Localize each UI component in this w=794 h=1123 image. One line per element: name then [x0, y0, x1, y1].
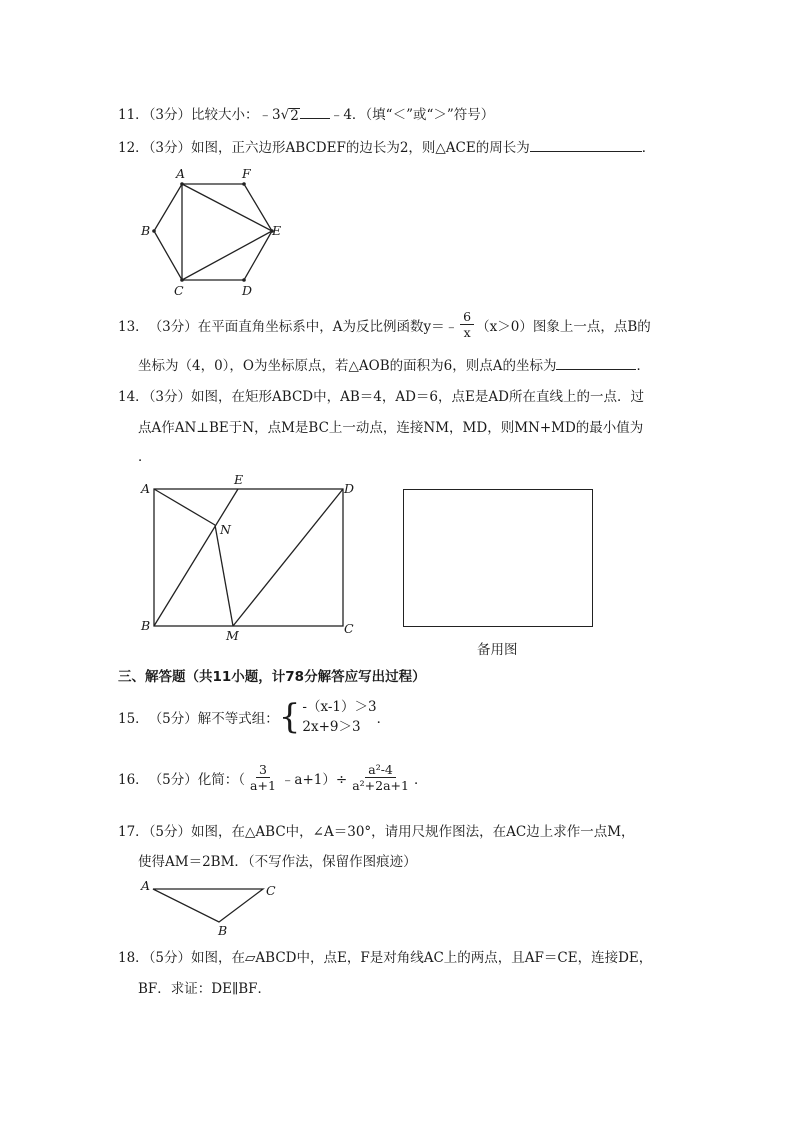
hexagon-figure — [138, 164, 288, 299]
spare-rectangle — [403, 489, 593, 627]
question-12 — [118, 136, 655, 156]
q11-score: （3分） — [148, 107, 192, 123]
q14-line2: 点A作AN⊥BE于N，点M是BC上一动点，连接NM，MD，则MN+MD的最小值为 — [138, 420, 644, 436]
answer-blank-13[interactable] — [556, 357, 636, 370]
q16-mid: ﹣a+1）÷ — [280, 771, 348, 788]
triangle-figure — [135, 876, 285, 938]
question-18-line2 — [138, 977, 271, 997]
tri-label-c: C — [266, 883, 276, 898]
hex-label-c: C — [174, 283, 184, 298]
question-14 — [118, 385, 644, 405]
segment-be — [154, 489, 238, 626]
q13-text1: 在平面直角坐标系中，A为反比例函数y＝﹣ — [197, 318, 459, 335]
q17-line2: 使得AM＝2BM．（不写作法，保留作图痕迹） — [138, 854, 417, 870]
section-3-heading: 三、解答题（共11小题，计78分解答应写出过程） — [118, 669, 426, 685]
q15-row2: 2x+9＞3 — [302, 719, 361, 735]
q18-line1: 如图，在▱ABCD中，点E，F是对角线AC上的两点，且AF＝CE，连接DE， — [191, 950, 653, 966]
segment-nm — [215, 525, 233, 626]
q14-score: （3分） — [148, 389, 192, 405]
q15-number: 15． — [118, 711, 149, 727]
q12-score: （3分） — [148, 140, 192, 156]
triangle-ace — [182, 184, 272, 280]
q12-end: ． — [641, 140, 656, 156]
hex-label-d: D — [242, 283, 253, 298]
q13-frac-num: 6 — [460, 309, 474, 325]
q14-number: 14． — [118, 389, 149, 405]
rect-label-e: E — [234, 472, 244, 487]
tri-label-a: A — [141, 878, 151, 893]
rect-label-c: C — [344, 621, 354, 636]
hex-label-f: F — [242, 166, 251, 181]
q15-text: 解不等式组： — [197, 711, 279, 727]
q18-line2: BF．求证：DE∥BF． — [138, 981, 271, 997]
q17-line1: 如图，在△ABC中，∠A＝30°，请用尺规作图法，在AC边上求作一点M， — [191, 824, 635, 840]
segment-an — [154, 489, 215, 525]
q17-number: 17． — [118, 824, 149, 840]
q13-end: ． — [636, 358, 650, 374]
q15-score: （5分） — [148, 711, 198, 727]
q11-radicand: 2 — [290, 108, 299, 124]
q17-score: （5分） — [148, 824, 192, 840]
hex-label-b: B — [141, 223, 151, 238]
rectangle-abcd — [154, 489, 343, 626]
q16-f2-num: a²-4 — [365, 762, 396, 778]
q16-f2-den: a²+2a+1 — [352, 778, 409, 793]
q12-number: 12． — [118, 140, 149, 156]
question-11 — [118, 103, 494, 123]
q16-score: （5分） — [148, 771, 198, 788]
question-16 — [118, 762, 427, 793]
q14-line1: 如图，在矩形ABCD中，AB＝4，AD＝6，点E是AD所在直线上的一点．过 — [191, 389, 644, 405]
q11-text: 比较大小：﹣3 — [191, 107, 281, 123]
q11-number: 11． — [118, 107, 149, 123]
q16-number: 16． — [118, 771, 149, 788]
q16-fraction-2 — [349, 762, 412, 793]
inequality-system — [279, 697, 377, 737]
rect-label-d: D — [344, 481, 355, 496]
q18-score: （5分） — [148, 950, 192, 966]
hex-label-e: E — [272, 223, 282, 238]
q16-f1-den: a+1 — [250, 778, 276, 793]
triangle-abc — [153, 889, 263, 922]
rectangle-figure — [136, 472, 366, 644]
rect-label-a: A — [141, 481, 151, 496]
answer-blank-11[interactable] — [300, 106, 330, 119]
question-13 — [118, 309, 651, 340]
hexagon-outline — [154, 184, 272, 280]
q11-after: ﹣4．（填“＜”或“＞”符号） — [329, 107, 495, 123]
q16-f1-num: 3 — [256, 762, 270, 778]
q12-text: 如图，正六边形ABCDEF的边长为2，则△ACE的周长为 — [191, 140, 530, 156]
hex-label-a: A — [176, 166, 186, 181]
q13-score: （3分） — [148, 318, 198, 335]
sqrt-symbol: √ 2 — [280, 107, 299, 124]
q15-row1: -（x-1）＞3 — [302, 699, 377, 715]
question-13-line2 — [138, 354, 650, 374]
question-17 — [118, 820, 635, 840]
question-18 — [118, 946, 652, 966]
segment-md — [233, 489, 343, 626]
q13-number: 13． — [118, 318, 149, 335]
rect-label-m: M — [226, 628, 239, 643]
q15-end: ． — [376, 711, 391, 727]
rect-label-b: B — [141, 618, 151, 633]
question-14-line3 — [138, 445, 152, 465]
q14-line3: ． — [138, 449, 152, 465]
tri-label-b: B — [218, 923, 228, 938]
q16-end: ． — [413, 771, 428, 788]
q13-fraction — [460, 309, 474, 340]
q13-line2: 坐标为（4，0），O为坐标原点，若△AOB的面积为6，则点A的坐标为 — [138, 358, 557, 374]
spare-caption: 备用图 — [477, 642, 518, 658]
question-17-line2 — [138, 850, 417, 870]
question-14-line2 — [138, 416, 643, 436]
q16-fraction-1 — [247, 762, 279, 793]
answer-blank-12[interactable] — [530, 139, 642, 152]
q16-text: 化简：（ — [197, 771, 246, 788]
rect-label-n: N — [220, 522, 231, 537]
q13-text2: （x＞0）图象上一点，点B的 — [476, 318, 651, 335]
question-15 — [118, 697, 390, 737]
q18-number: 18． — [118, 950, 149, 966]
brace-symbol: { — [278, 697, 301, 737]
q13-frac-den: x — [463, 325, 471, 340]
